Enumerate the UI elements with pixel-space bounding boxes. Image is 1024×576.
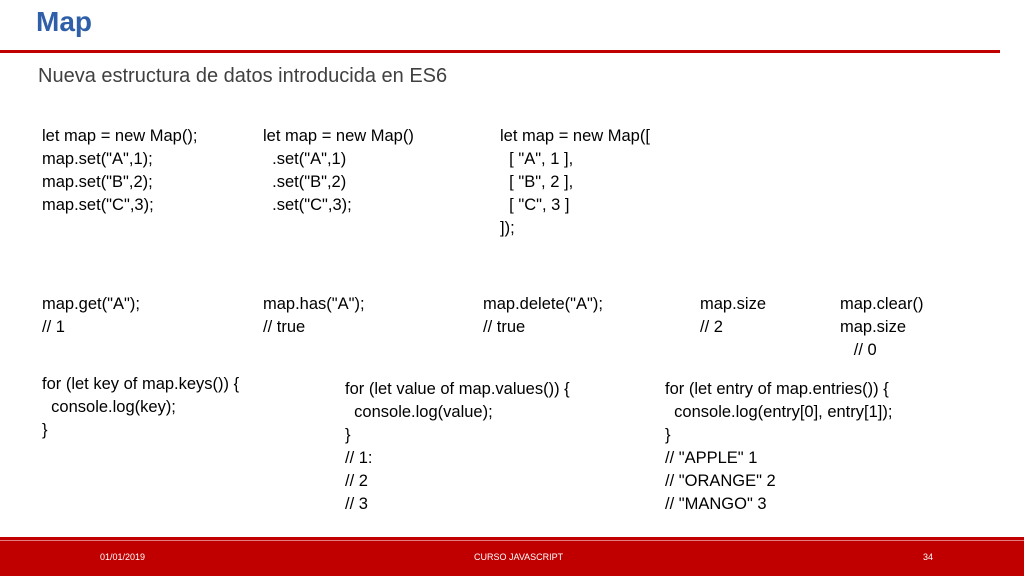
code-line: .set("A",1): [263, 150, 347, 168]
slide-title: Map: [36, 6, 92, 37]
code-line: // 2: [345, 472, 368, 490]
code-line: let map = new Map([: [500, 127, 650, 145]
code-line: ]);: [500, 219, 515, 237]
code-line: [ "C", 3 ]: [500, 196, 570, 214]
code-block-get: [42, 293, 140, 339]
code-block-set-sequential: [42, 125, 197, 217]
code-line: map.size: [700, 295, 767, 313]
code-line: // 2: [700, 318, 723, 336]
code-line: map.set("C",3);: [42, 196, 154, 214]
code-line: map.size: [840, 318, 907, 336]
code-line: // 0: [840, 341, 877, 359]
code-line: // "APPLE" 1: [665, 449, 758, 467]
code-line: .set("C",3);: [263, 196, 352, 214]
code-line: map.has("A");: [263, 295, 365, 313]
code-line: console.log(value);: [345, 403, 493, 421]
code-block-delete: [483, 293, 603, 339]
code-line: }: [345, 426, 351, 444]
code-line: for (let key of map.keys()) {: [42, 375, 240, 393]
code-line: [ "B", 2 ],: [500, 173, 574, 191]
code-line: // "ORANGE" 2: [665, 472, 776, 490]
code-line: [ "A", 1 ],: [500, 150, 574, 168]
code-line: let map = new Map(): [263, 127, 414, 145]
code-line: map.delete("A");: [483, 295, 603, 313]
code-block-size: [700, 293, 766, 339]
code-line: // 1: [42, 318, 65, 336]
code-line: // true: [263, 318, 306, 336]
code-block-has: [263, 293, 365, 339]
code-line: // true: [483, 318, 526, 336]
code-line: console.log(key);: [42, 398, 176, 416]
code-line: .set("B",2): [263, 173, 347, 191]
code-line: }: [42, 421, 48, 439]
code-block-clear: [840, 293, 923, 362]
code-block-values-loop: [345, 378, 570, 516]
footer-page-number: 34: [923, 552, 934, 562]
code-line: // 1:: [345, 449, 373, 467]
slide-subtitle: Nueva estructura de datos introducida en ES6: [38, 65, 448, 87]
code-line: for (let value of map.values()) {: [345, 380, 570, 398]
code-line: map.clear(): [840, 295, 924, 313]
code-line: map.set("A",1);: [42, 150, 153, 168]
code-block-constructor-array: [500, 125, 650, 240]
footer-course: CURSO JAVASCRIPT: [474, 552, 564, 562]
code-block-set-chained: [263, 125, 414, 217]
footer-date: 01/01/2019: [100, 552, 146, 562]
footer-divider: [0, 540, 1024, 541]
code-line: for (let entry of map.entries()) {: [665, 380, 889, 398]
code-line: // 3: [345, 495, 368, 513]
code-line: let map = new Map();: [42, 127, 198, 145]
title-divider: [0, 50, 1000, 53]
code-block-entries-loop: [665, 378, 892, 516]
footer-bar: [0, 537, 1024, 576]
code-line: }: [665, 426, 671, 444]
code-line: console.log(entry[0], entry[1]);: [665, 403, 893, 421]
code-line: // "MANGO" 3: [665, 495, 767, 513]
code-line: map.set("B",2);: [42, 173, 153, 191]
code-line: map.get("A");: [42, 295, 140, 313]
code-block-keys-loop: [42, 373, 239, 442]
